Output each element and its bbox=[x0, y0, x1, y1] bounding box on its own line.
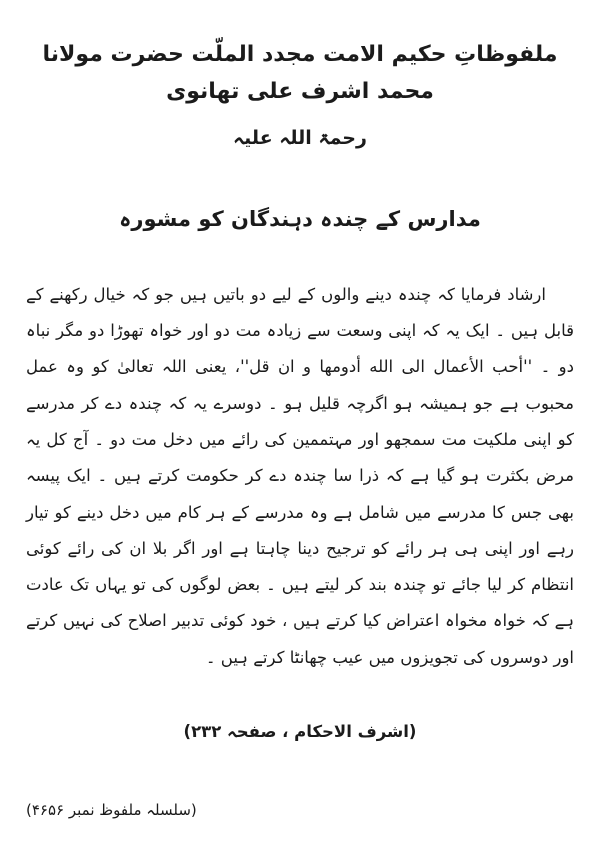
citation-reference: (اشرف الاحکام ، صفحہ ۲۳۲) bbox=[183, 722, 417, 742]
section-title: مدارس کے چندہ دہندگان کو مشورہ bbox=[119, 206, 481, 231]
page-title: ملفوظاتِ حکیم الامت مجدد الملّت حضرت مولانا محمد اشرف علی تھانوی bbox=[42, 42, 558, 105]
series-number: (سلسلہ ملفوظ نمبر ۴۶۵۶) bbox=[26, 801, 197, 820]
body-paragraph: ارشاد فرمایا کہ چندہ دینے والوں کے لیے دو باتیں ہیں جو کہ خیال رکھنے کے قابل ہیں ۔ ایک یہ کہ اپنی وسعت سے زیادہ مت دو اور خواہ تھوڑا دو مگر نباہ دو ۔ ''أحب الأعمال الی الله أدومها و ان قل''، یعنی اللہ تعالیٰ کو وہ عمل محبوب ہے جو ہمیشہ ہو اگرچہ قلیل ہو ۔ دوسرے یہ کہ چندہ دے کر مدرسے کو اپنی ملکیت مت سمجھو اور مہتممین کی رائے میں دخل مت دو ۔ آج کل یہ مرض بکثرت ہو گیا ہے کہ ذرا سا چندہ دے کر حکومت کرتے ہیں ۔ ایک پیسہ بھی جس کا مدرسے میں شامل ہے وہ مدرسے کے ہر کام میں دخل دینے کو تیار رہے اور اپنی ہی ہر رائے کو ترجیح دینا چاہتا ہے اور اگر بلا ان کی رائے کوئی انتظام کر لیا جائے تو چندہ بند کر لیتے ہیں ۔ بعض لوگوں کی تو یہاں تک عادت ہے کہ خواہ مخواہ اعتراض کیا کرتے ہیں ، خود کوئی تدبیر اصلاح کی نہیں کرتے اور دوسروں کی تجویزوں میں عیب چھانٹا کرتے ہیں ۔ bbox=[26, 284, 574, 667]
honorific-line: رحمۃ اللہ علیہ bbox=[233, 126, 367, 149]
